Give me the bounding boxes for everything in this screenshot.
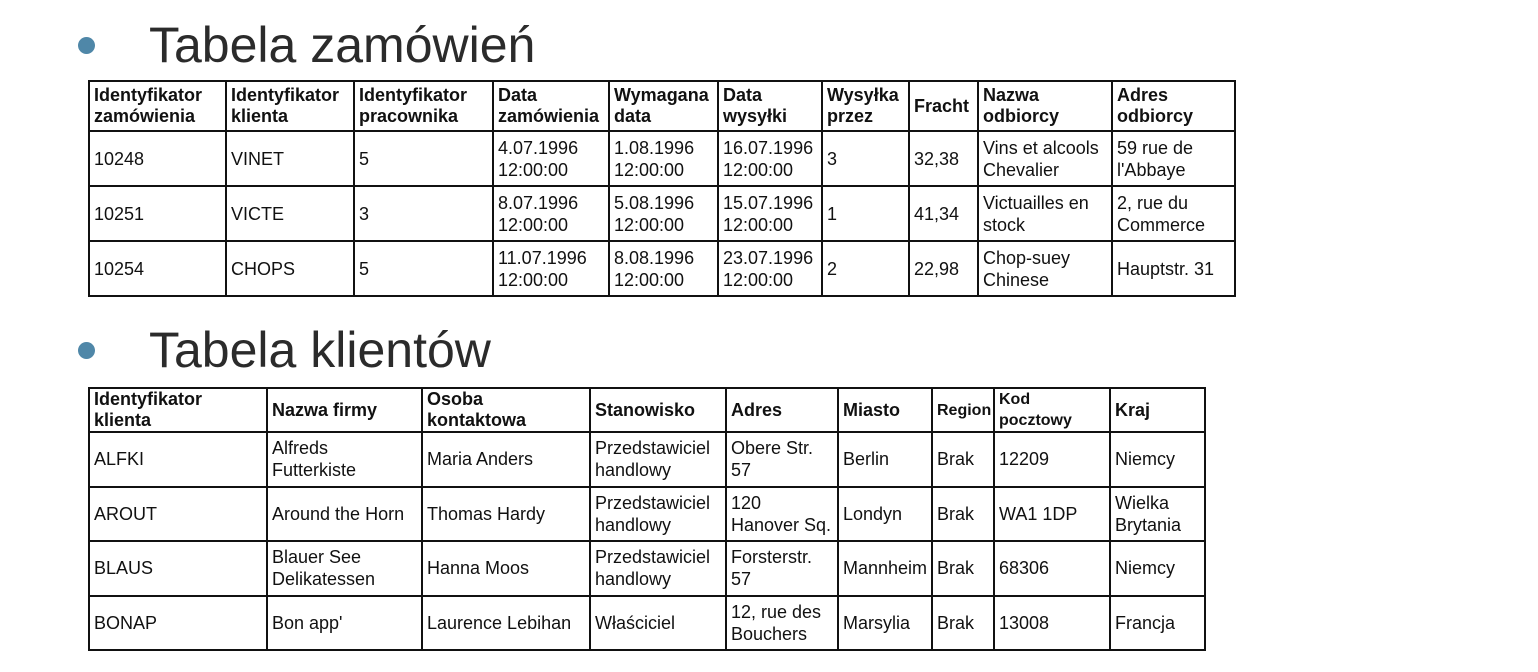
table-cell: 13008: [994, 596, 1110, 651]
table-row: [89, 432, 1205, 487]
column-header: Nazwa odbiorcy: [978, 81, 1112, 131]
table-cell: Bon app': [267, 596, 422, 651]
orders-table: [88, 80, 1236, 297]
bullet-icon: [78, 342, 95, 359]
table-cell: 68306: [994, 541, 1110, 596]
column-header: Identyfikator pracownika: [354, 81, 493, 131]
table-cell: VICTE: [226, 186, 354, 241]
table-cell: 16.07.1996 12:00:00: [718, 131, 822, 186]
table-cell: 10254: [89, 241, 226, 296]
table-cell: 1: [822, 186, 909, 241]
clients-heading: [78, 320, 491, 380]
column-header: Identyfikator klienta: [226, 81, 354, 131]
table-row: [89, 241, 1235, 296]
table-cell: Hanna Moos: [422, 541, 590, 596]
table-cell: 22,98: [909, 241, 978, 296]
column-header: Identyfikator zamówienia: [89, 81, 226, 131]
table-cell: BLAUS: [89, 541, 267, 596]
bullet-icon: [78, 37, 95, 54]
table-cell: 5.08.1996 12:00:00: [609, 186, 718, 241]
table-cell: Wielka Brytania: [1110, 487, 1205, 542]
table-cell: 3: [822, 131, 909, 186]
table-cell: BONAP: [89, 596, 267, 651]
table-row: [89, 186, 1235, 241]
table-cell: Around the Horn: [267, 487, 422, 542]
table-cell: VINET: [226, 131, 354, 186]
table-cell: Chop-suey Chinese: [978, 241, 1112, 296]
table-cell: ALFKI: [89, 432, 267, 487]
table-cell: 5: [354, 131, 493, 186]
table-cell: 23.07.1996 12:00:00: [718, 241, 822, 296]
clients-header-row: [89, 388, 1205, 432]
table-cell: Obere Str. 57: [726, 432, 838, 487]
column-header: Wysyłka przez: [822, 81, 909, 131]
table-cell: 10248: [89, 131, 226, 186]
table-cell: 12, rue des Bouchers: [726, 596, 838, 651]
table-cell: Brak: [932, 432, 994, 487]
table-cell: Francja: [1110, 596, 1205, 651]
table-cell: Brak: [932, 596, 994, 651]
table-cell: Niemcy: [1110, 432, 1205, 487]
table-cell: 12209: [994, 432, 1110, 487]
table-cell: Niemcy: [1110, 541, 1205, 596]
table-cell: Właściciel: [590, 596, 726, 651]
column-header: Nazwa firmy: [267, 388, 422, 432]
table-cell: Berlin: [838, 432, 932, 487]
column-header: Kraj: [1110, 388, 1205, 432]
table-cell: 120 Hanover Sq.: [726, 487, 838, 542]
table-cell: Hauptstr. 31: [1112, 241, 1235, 296]
table-cell: 2: [822, 241, 909, 296]
table-cell: Brak: [932, 487, 994, 542]
table-cell: 3: [354, 186, 493, 241]
table-cell: Brak: [932, 541, 994, 596]
table-cell: Maria Anders: [422, 432, 590, 487]
orders-header-row: [89, 81, 1235, 131]
column-header: Data zamówienia: [493, 81, 609, 131]
column-header: Fracht: [909, 81, 978, 131]
column-header: Identyfikator klienta: [89, 388, 267, 432]
table-cell: 8.08.1996 12:00:00: [609, 241, 718, 296]
column-header: Adres: [726, 388, 838, 432]
table-cell: Przedstawiciel handlowy: [590, 432, 726, 487]
table-cell: 41,34: [909, 186, 978, 241]
table-cell: CHOPS: [226, 241, 354, 296]
column-header: Osoba kontaktowa: [422, 388, 590, 432]
column-header: Data wysyłki: [718, 81, 822, 131]
table-row: [89, 541, 1205, 596]
table-cell: 8.07.1996 12:00:00: [493, 186, 609, 241]
column-header: Miasto: [838, 388, 932, 432]
table-cell: AROUT: [89, 487, 267, 542]
table-cell: 32,38: [909, 131, 978, 186]
table-cell: Forsterstr. 57: [726, 541, 838, 596]
column-header: Wymagana data: [609, 81, 718, 131]
table-row: [89, 596, 1205, 651]
table-cell: Przedstawiciel handlowy: [590, 487, 726, 542]
clients-title: Tabela klientów: [149, 322, 491, 378]
table-cell: 15.07.1996 12:00:00: [718, 186, 822, 241]
table-cell: Przedstawiciel handlowy: [590, 541, 726, 596]
column-header: Stanowisko: [590, 388, 726, 432]
column-header: Region: [932, 388, 994, 432]
table-cell: Victuailles en stock: [978, 186, 1112, 241]
table-cell: Alfreds Futterkiste: [267, 432, 422, 487]
orders-heading: [78, 15, 535, 75]
table-cell: Thomas Hardy: [422, 487, 590, 542]
orders-title: Tabela zamówień: [149, 17, 536, 73]
table-cell: Vins et alcools Chevalier: [978, 131, 1112, 186]
column-header: Adres odbiorcy: [1112, 81, 1235, 131]
table-cell: 4.07.1996 12:00:00: [493, 131, 609, 186]
table-cell: 2, rue du Commerce: [1112, 186, 1235, 241]
table-cell: Blauer See Delikatessen: [267, 541, 422, 596]
table-cell: Laurence Lebihan: [422, 596, 590, 651]
table-cell: 1.08.1996 12:00:00: [609, 131, 718, 186]
table-cell: 59 rue de l'Abbaye: [1112, 131, 1235, 186]
table-cell: WA1 1DP: [994, 487, 1110, 542]
table-cell: Londyn: [838, 487, 932, 542]
table-cell: 5: [354, 241, 493, 296]
clients-table: [88, 387, 1206, 651]
table-cell: Mannheim: [838, 541, 932, 596]
table-cell: 10251: [89, 186, 226, 241]
table-cell: Marsylia: [838, 596, 932, 651]
column-header: Kod pocztowy: [994, 388, 1110, 432]
table-row: [89, 487, 1205, 542]
table-row: [89, 131, 1235, 186]
table-cell: 11.07.1996 12:00:00: [493, 241, 609, 296]
